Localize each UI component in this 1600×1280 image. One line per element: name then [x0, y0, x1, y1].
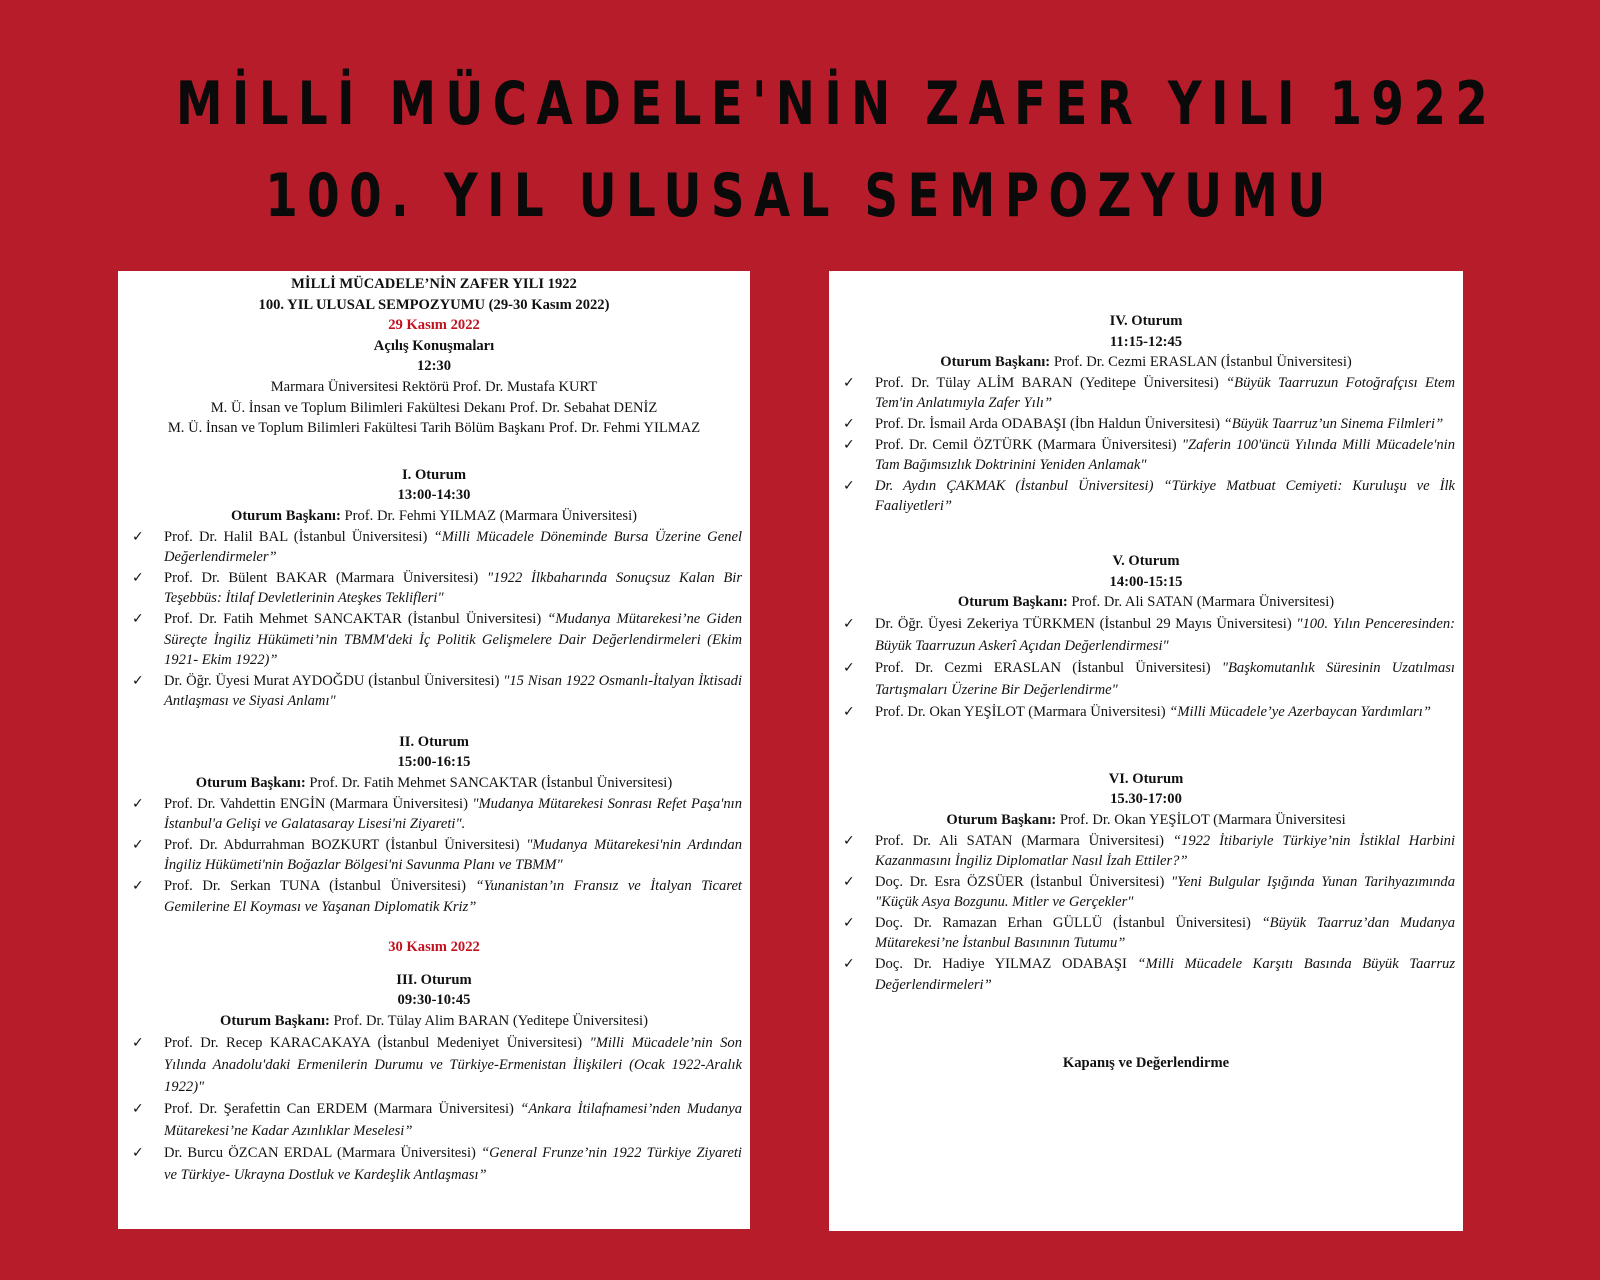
session-time: 15.30-17:00: [1110, 791, 1182, 808]
program-page-right: [829, 271, 1463, 1231]
talk-speaker: Dr. Öğr. Üyesi Murat AYDOĞDU (İstanbul Üniversitesi): [164, 672, 500, 689]
session-6: [837, 769, 1455, 996]
talk-title: “Milli Mücadele Döneminde Bursa Üzerine Genel Değerlendirmeler”: [164, 528, 742, 566]
talk-speaker: Dr. Burcu ÖZCAN ERDAL (Marmara Üniversitesi): [164, 1144, 476, 1161]
list-item: [837, 872, 1455, 913]
talk-title: "100. Yılın Penceresinden: Büyük Taarruzun Askerî Açıdan Değerlendirmesi": [875, 615, 1455, 654]
program-header-subtitle: 100. YIL ULUSAL SEMPOZYUMU (29-30 Kasım 2022): [258, 296, 610, 313]
program-page-left: [118, 271, 750, 1229]
list-item: [126, 609, 742, 671]
chair-label: Oturum Başkanı:: [230, 507, 341, 524]
talk-speaker: Prof. Dr. İsmail Arda ODABAŞI (İbn Haldun Üniversitesi): [875, 415, 1220, 432]
talk-title: “Büyük Taarruz’un Sinema Filmleri”: [1223, 415, 1444, 432]
talk-speaker: Prof. Dr. Cezmi ERASLAN (İstanbul Üniversitesi): [875, 659, 1211, 676]
opening-speaker: M. Ü. İnsan ve Toplum Bilimleri Fakültesi Dekanı Prof. Dr. Sebahat DENİZ: [210, 399, 658, 416]
talk-speaker: Prof. Dr. Abdurrahman BOZKURT (İstanbul Üniversitesi): [164, 836, 520, 853]
chair-label: Oturum Başkanı:: [946, 811, 1057, 828]
session-title: II. Oturum: [399, 733, 469, 750]
talk-speaker: Prof. Dr. Şerafettin Can ERDEM (Marmara Üniversitesi): [164, 1100, 514, 1117]
list-item: [837, 657, 1455, 701]
session-chair: [837, 810, 1455, 831]
talk-title: “Milli Mücadele Karşıtı Basında Büyük Taarruz Değerlendirmeleri”: [875, 956, 1455, 993]
chair-label: Oturum Başkanı:: [940, 354, 1051, 371]
talk-speaker: Prof. Dr. Recep KARACAKAYA (İstanbul Medeniyet Üniversitesi): [164, 1034, 583, 1051]
session-title: IV. Oturum: [1109, 313, 1183, 329]
talk-title: “Milli Mücadele’ye Azerbaycan Yardımları”: [1169, 703, 1431, 720]
list-item: [837, 701, 1455, 723]
session-title: I. Oturum: [401, 466, 467, 483]
session-title: III. Oturum: [396, 971, 472, 988]
talk-title: "Zaferin 100'üncü Yılında Milli Mücadele'nin Tam Bağımsızlık Doktrinini Yeniden Anlamak": [875, 436, 1455, 474]
chair-name: Prof. Dr. Tülay Alim BARAN (Yeditepe Üniversitesi): [333, 1013, 648, 1029]
session-title: V. Oturum: [1112, 552, 1180, 569]
list-item: [126, 1098, 742, 1142]
opening-speaker: M. Ü. İnsan ve Toplum Bilimleri Fakültesi Tarih Bölüm Başkanı Prof. Dr. Fehmi YILMAZ: [167, 420, 701, 437]
talk-speaker: Prof. Dr. Okan YEŞİLOT (Marmara Üniversitesi): [875, 703, 1166, 720]
session-time: 15:00-16:15: [397, 754, 471, 771]
talk-title: "Yeni Bulgular Işığında Yunan Tarihyazımında "Küçük Asya Bozgunu. Mitler ve Gerçekler": [875, 873, 1455, 911]
opening-title: Açılış Konuşmaları: [373, 337, 495, 354]
list-item: [126, 671, 742, 712]
talk-speaker: Prof. Dr. Halil BAL (İstanbul Üniversitesi): [164, 528, 428, 545]
session-chair: [126, 1011, 742, 1032]
chair-name: Prof. Dr. Fatih Mehmet SANCAKTAR (İstanbul Üniversitesi): [309, 775, 673, 792]
day-1-date: 29 Kasım 2022: [388, 317, 480, 334]
chair-name: Prof. Dr. Fehmi YILMAZ (Marmara Üniversitesi): [344, 507, 638, 524]
talk-title: "Mudanya Mütarekesi Sonrası Refet Paşa'nın İstanbul'a Gelişi ve Galatasaray Lisesi'ni Ziyareti".: [164, 795, 742, 833]
list-item: [126, 1032, 742, 1098]
list-item: [837, 414, 1455, 435]
talk-speaker: Dr. Aydın ÇAKMAK (İstanbul Üniversitesi): [875, 477, 1154, 494]
session-time: 13:00-14:30: [397, 487, 471, 504]
list-item: [837, 435, 1455, 476]
list-item: [126, 794, 742, 835]
list-item: [837, 476, 1455, 517]
chair-name: Prof. Dr. Ali SATAN (Marmara Üniversitesi): [1071, 594, 1335, 611]
chair-name: Prof. Dr. Okan YEŞİLOT (Marmara Üniversitesi: [1059, 811, 1346, 828]
talk-title: “Mudanya Mütarekesi’ne Giden Süreçte İngiliz Hükümeti’nin TBMM'deki İç Politik Gelişmelere Dair Değerlendirmeleri (Ekim 1921- Ekim 1922)”: [164, 610, 742, 669]
talk-title: "Milli Mücadele’nin Son Yılında Anadolu'daki Ermenilerin Durumu ve Türkiye-Ermenistan İlişkileri (Ocak 1922-Aralık 1922)": [164, 1034, 743, 1095]
day-2-date: 30 Kasım 2022: [388, 939, 480, 956]
talk-speaker: Dr. Öğr. Üyesi Zekeriya TÜRKMEN (İstanbul 29 Mayıs Üniversitesi): [875, 615, 1292, 632]
program-header-title: MİLLİ MÜCADELE’NİN ZAFER YILI 1922: [291, 276, 577, 292]
chair-label: Oturum Başkanı:: [220, 1013, 330, 1029]
list-item: [837, 913, 1455, 954]
talk-speaker: Prof. Dr. Tülay ALİM BARAN (Yeditepe Üniversitesi): [875, 374, 1219, 391]
session-time: 09:30-10:45: [397, 992, 471, 1009]
chair-label: Oturum Başkanı:: [957, 594, 1068, 611]
session-chair: [126, 506, 742, 527]
talk-title: "Başkomutanlık Süresinin Uzatılması Tartışmaları Üzerine Bir Değerlendirme": [875, 659, 1455, 698]
session-time: 11:15-12:45: [1109, 333, 1183, 350]
talk-title: “General Frunze’nin 1922 Türkiye Ziyareti ve Türkiye- Ukrayna Dostluk ve Kardeşlik Antlaşması”: [164, 1144, 742, 1183]
talk-title: “Yunanistan’ın Fransız ve İtalyan Ticaret Gemilerine El Koyması ve Yaşanan Diplomatik Kriz”: [164, 878, 742, 915]
talk-title: “Ankara İtilafnamesi’nden Mudanya Mütarekesi’ne Kadar Azınlıklar Meselesi”: [164, 1100, 742, 1139]
talk-speaker: Doç. Dr. Hadiye YILMAZ ODABAŞI: [875, 956, 1127, 973]
session-2: [126, 732, 742, 917]
talk-title: "15 Nisan 1922 Osmanlı-İtalyan İktisadi Antlaşması ve Siyasi Anlamı": [164, 672, 742, 710]
talk-speaker: Prof. Dr. Bülent BAKAR (Marmara Üniversitesi): [164, 569, 479, 586]
session-3: [126, 970, 742, 1186]
talk-speaker: Prof. Dr. Ali SATAN (Marmara Üniversitesi): [875, 832, 1164, 849]
talk-speaker: Prof. Dr. Serkan TUNA (İstanbul Üniversitesi): [164, 878, 466, 895]
session-chair: [837, 592, 1455, 613]
talk-speaker: Doç. Dr. Esra ÖZSÜER (İstanbul Üniversitesi): [875, 873, 1165, 890]
list-item: [126, 568, 742, 609]
list-item: [126, 527, 742, 568]
list-item: [126, 1142, 742, 1186]
list-item: [837, 613, 1455, 657]
closing-title: Kapanış ve Değerlendirme: [1062, 1055, 1230, 1072]
talk-title: “Türkiye Matbuat Cemiyeti: Kuruluşu ve İlk Faaliyetleri”: [875, 477, 1455, 515]
banner-title-line-1: MİLLİ MÜCADELE'NİN ZAFER YILI 1922: [176, 69, 1498, 139]
talk-title: “1922 İtibariyle Türkiye’nin İstiklal Harbini Kazanmasını İngiliz Diplomatlar Nasıl İzah Ettiler?”: [875, 832, 1456, 870]
talk-title: "1922 İlkbaharında Sonuçsuz Kalan Bir Teşebbüs: İtilaf Devletlerinin Ateşkes Teklifleri": [164, 569, 742, 607]
talk-speaker: Prof. Dr. Vahdettin ENGİN (Marmara Üniversitesi): [164, 795, 468, 812]
talk-speaker: Prof. Dr. Fatih Mehmet SANCAKTAR (İstanbul Üniversitesi): [164, 610, 542, 627]
session-title: VI. Oturum: [1108, 770, 1184, 787]
session-chair: [837, 352, 1455, 373]
list-item: [837, 954, 1455, 995]
list-item: [837, 373, 1455, 414]
opening-time: 12:30: [416, 358, 452, 375]
opening-speaker: Marmara Üniversitesi Rektörü Prof. Dr. Mustafa KURT: [270, 378, 598, 395]
banner-title-line-2: 100. YIL ULUSAL SEMPOZYUMU: [265, 161, 1335, 231]
talk-title: “Büyük Taarruzun Fotoğrafçısı Etem Tem'in Anlatımıyla Zafer Yılı”: [875, 374, 1456, 412]
session-5: [837, 551, 1455, 723]
chair-label: Oturum Başkanı:: [195, 775, 306, 792]
talk-title: "Mudanya Mütarekesi'nin Ardından İngiliz Hükümeti'nin Boğazlar Bölgesi'ni Savunma Planı ve TBMM": [164, 836, 742, 874]
session-4: [837, 311, 1455, 517]
talk-speaker: Prof. Dr. Cemil ÖZTÜRK (Marmara Üniversitesi): [875, 436, 1177, 453]
talk-title: “Büyük Taarruz’dan Mudanya Mütarekesi’ne İstanbul Basınının Tutumu”: [875, 914, 1455, 952]
session-1: [126, 465, 742, 712]
list-item: [126, 835, 742, 876]
chair-name: Prof. Dr. Cezmi ERASLAN (İstanbul Üniversitesi): [1053, 354, 1352, 371]
poster-banner: [0, 58, 1600, 242]
session-time: 14:00-15:15: [1109, 573, 1183, 590]
talk-speaker: Doç. Dr. Ramazan Erhan GÜLLÜ (İstanbul Üniversitesi): [875, 914, 1251, 931]
list-item: [126, 876, 742, 917]
list-item: [837, 831, 1455, 872]
session-chair: [126, 773, 742, 794]
